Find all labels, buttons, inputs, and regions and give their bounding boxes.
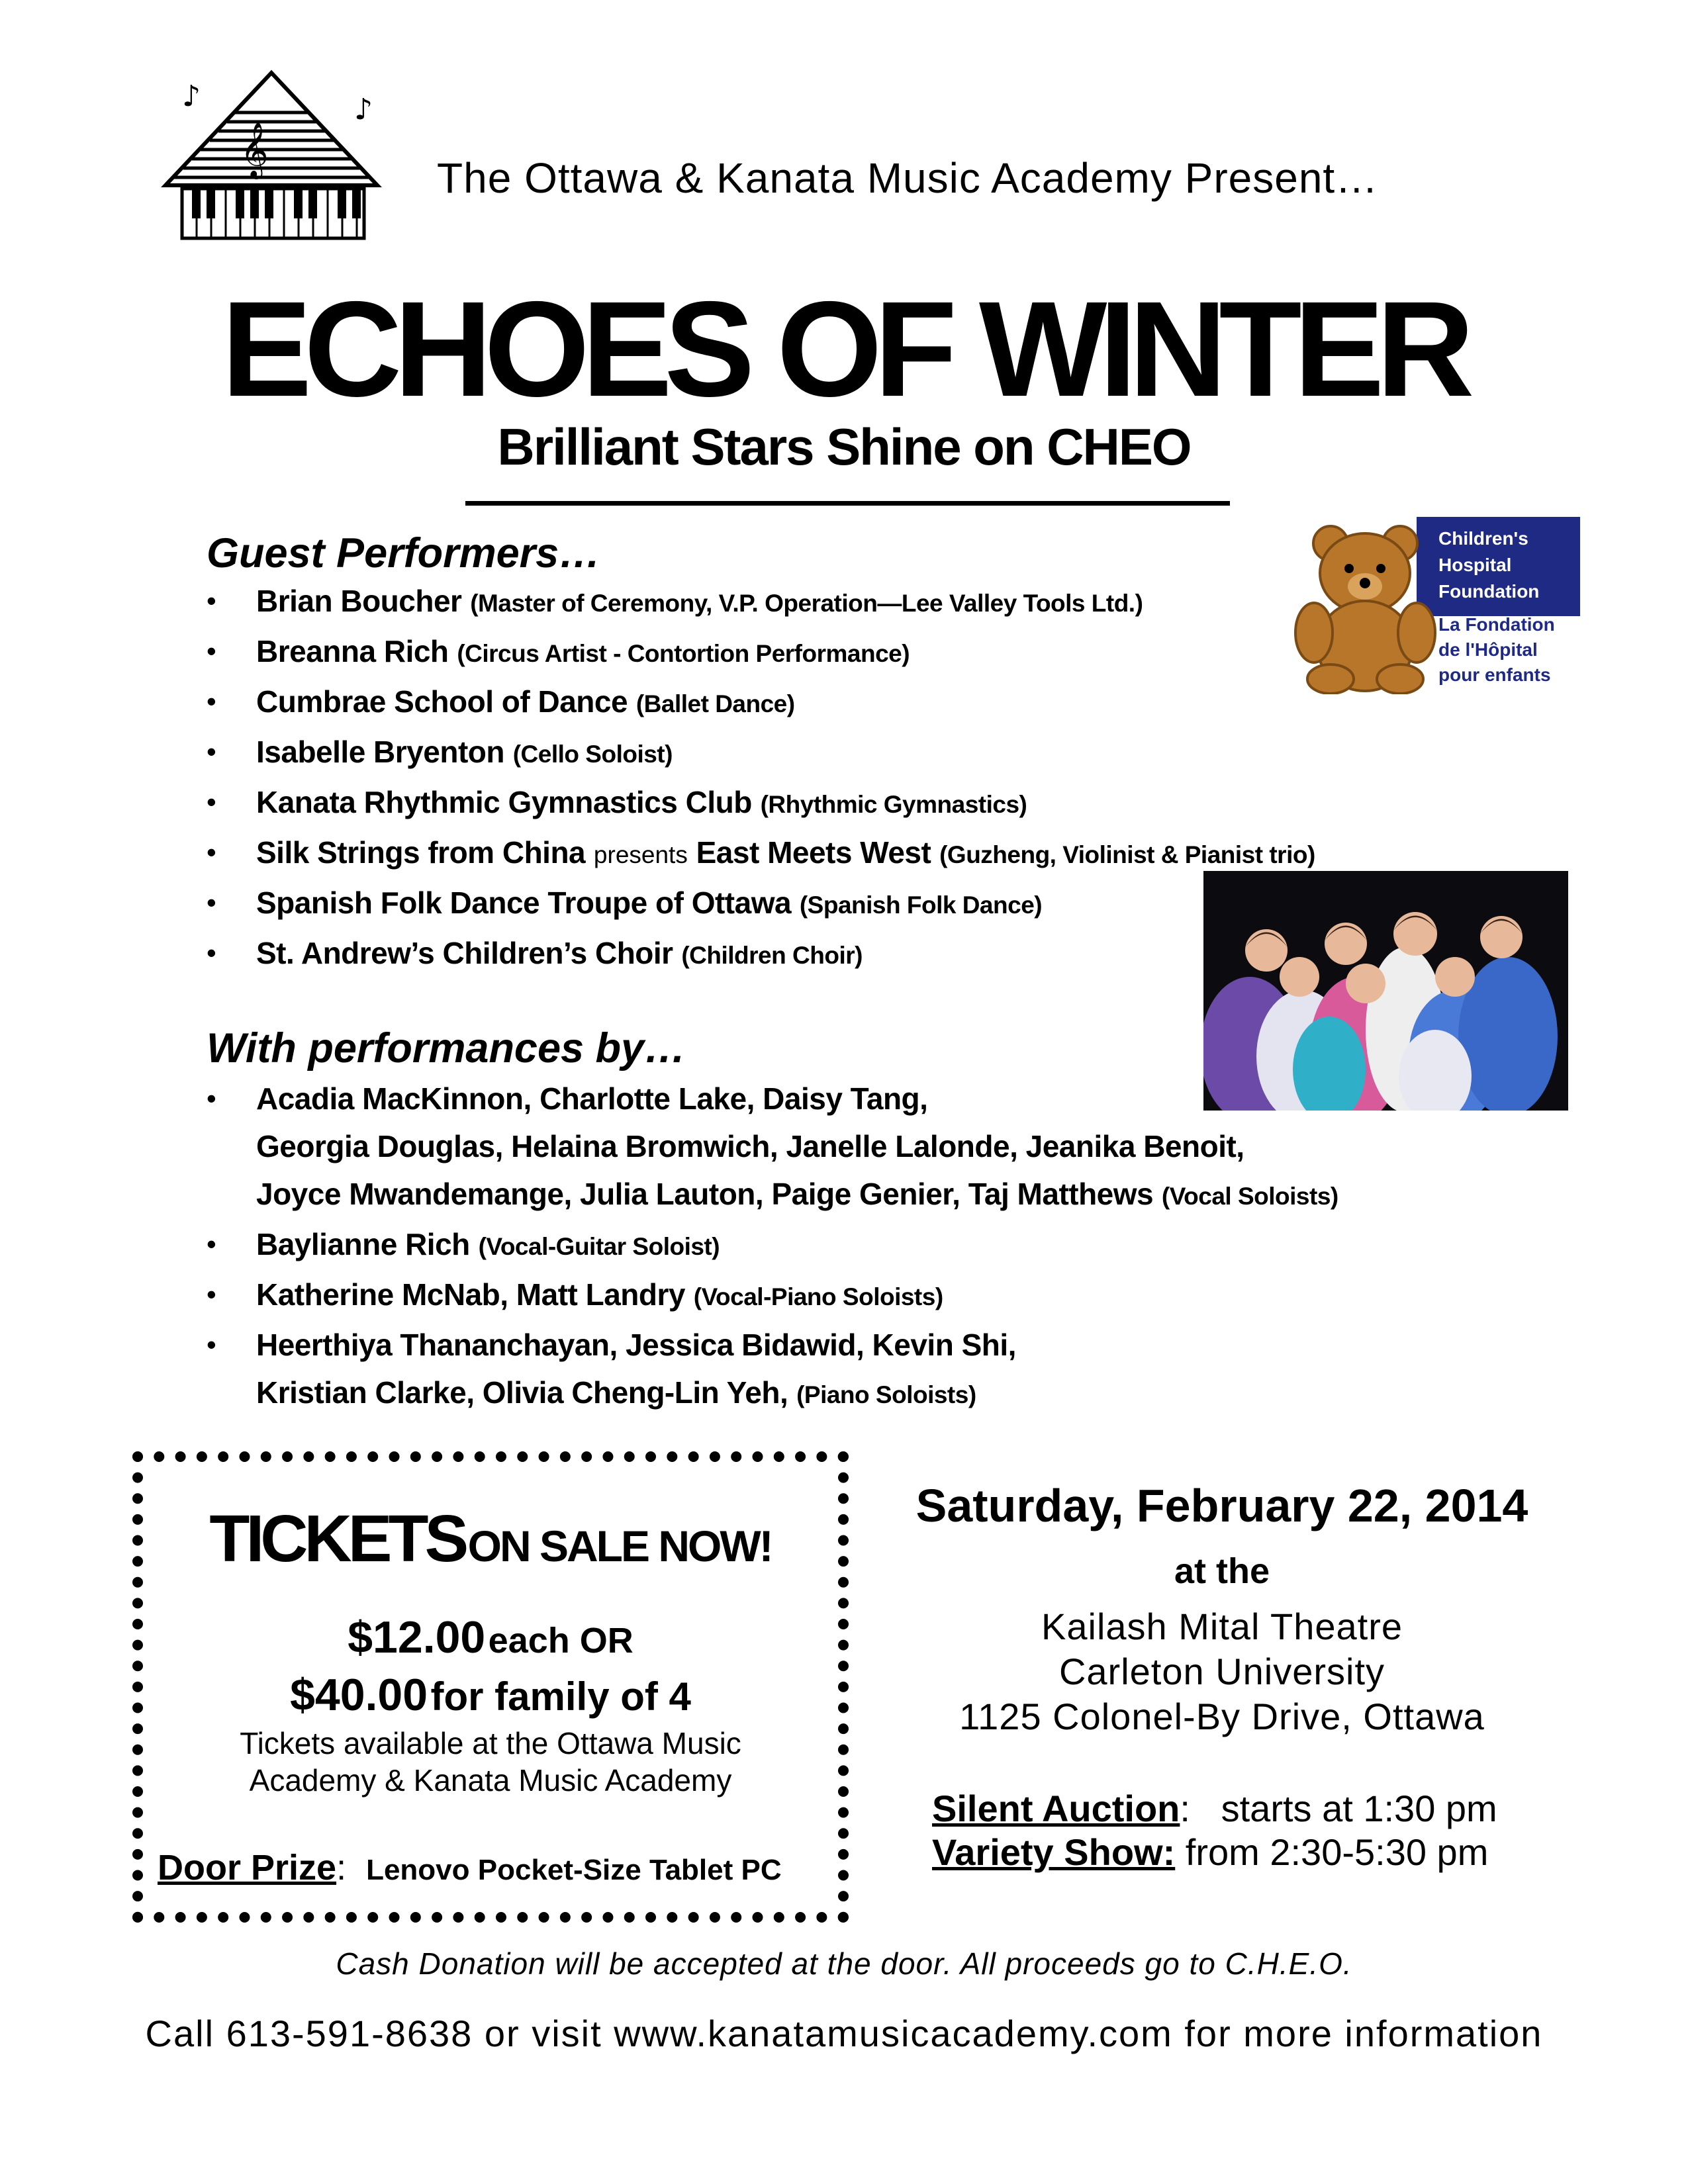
performer-names: • Heerthiya Thananchayan, Jessica Bidawid, Kevin Shi, — [256, 1328, 1016, 1362]
performer-name: Breanna Rich — [256, 634, 449, 668]
list-item — [207, 1271, 1338, 1321]
childrens-hospital-foundation-logo — [1284, 517, 1580, 694]
performer-description: (Vocal Soloists) — [1161, 1183, 1338, 1210]
list-item — [207, 829, 1315, 879]
list-item — [207, 879, 1315, 929]
tickets-on-sale: ON SALE NOW! — [467, 1522, 772, 1570]
list-item — [207, 929, 1315, 979]
price-family-suffix: for family of 4 — [430, 1674, 691, 1719]
performer-description: (Piano Soloists) — [796, 1381, 976, 1408]
venue-line: Kailash Mital Theatre — [1041, 1606, 1403, 1647]
svg-text:𝄞: 𝄞 — [240, 121, 269, 177]
event-venue — [849, 1604, 1595, 1739]
price-single — [132, 1612, 849, 1663]
guest-performers-list — [207, 577, 1315, 979]
performer-names: Joyce Mwandemange, Julia Lauton, Paige Genier, Taj Matthews — [256, 1177, 1154, 1211]
performer-description: (Master of Ceremony, V.P. Operation—Lee Valley Tools Ltd.) — [470, 590, 1143, 617]
with-performances-list — [207, 1075, 1338, 1419]
performer-connector: presents — [593, 841, 688, 868]
foundation-line5: de l'Hôpital — [1438, 639, 1538, 660]
venue-line: Carleton University — [1058, 1651, 1385, 1692]
silent-auction-label: Silent Auction — [932, 1788, 1180, 1829]
performer-names: Baylianne Rich — [256, 1227, 470, 1261]
performer-description: (Guzheng, Violinist & Pianist trio) — [939, 841, 1315, 868]
performer-description: (Cello Soloist) — [512, 741, 673, 768]
performance-title: East Meets West — [696, 835, 931, 870]
performer-names: Georgia Douglas, Helaina Bromwich, Janelle Lalonde, Jeanika Benoit, — [256, 1129, 1244, 1163]
list-item — [207, 778, 1315, 829]
svg-text:♪: ♪ — [354, 93, 373, 126]
title-divider — [465, 501, 1230, 506]
contact-info: Call 613-591-8638 or visit www.kanatamusicacademy.com for more information — [145, 2013, 1543, 2054]
performer-description: (Circus Artist - Contortion Performance) — [457, 640, 910, 667]
performer-description: (Spanish Folk Dance) — [799, 891, 1043, 919]
price-family-amount: $40.00 — [290, 1670, 428, 1720]
performer-description: (Children Choir) — [681, 942, 863, 969]
event-date: Saturday, February 22, 2014 — [915, 1480, 1528, 1531]
ticket-availability — [132, 1725, 849, 1799]
music-academy-logo — [156, 66, 391, 242]
performer-name: St. Andrew’s Children’s Choir — [256, 936, 673, 970]
performer-name: Silk Strings from China — [256, 835, 586, 870]
availability-line: Tickets available at the Ottawa Music — [240, 1726, 741, 1760]
availability-line: Academy & Kanata Music Academy — [249, 1763, 732, 1797]
performer-name: Kanata Rhythmic Gymnastics Club — [256, 785, 752, 819]
performer-description: (Ballet Dance) — [635, 690, 795, 717]
performer-names: • Acadia MacKinnon, Charlotte Lake, Daisy Tang, — [256, 1081, 928, 1116]
performer-name: Isabelle Bryenton — [256, 735, 504, 769]
performer-names: Katherine McNab, Matt Landry — [256, 1277, 685, 1312]
event-at: at the — [1174, 1551, 1270, 1591]
silent-auction-time: starts at 1:30 pm — [1221, 1788, 1497, 1829]
presenter-line: The Ottawa & Kanata Music Academy Present… — [437, 154, 1379, 202]
list-item — [207, 678, 1315, 728]
performer-name: Cumbrae School of Dance — [256, 684, 628, 719]
variety-show-label: Variety Show: — [932, 1831, 1176, 1873]
foundation-line4: La Fondation — [1438, 614, 1555, 635]
cash-donation-note: Cash Donation will be accepted at the door. All proceeds go to C.H.E.O. — [336, 1946, 1352, 1981]
event-schedule: Silent Auction: starts at 1:30 pm Variety Show: from 2:30-5:30 pm — [932, 1788, 1497, 1873]
performer-names: Kristian Clarke, Olivia Cheng-Lin Yeh, — [256, 1375, 788, 1410]
foundation-line3: Foundation — [1438, 581, 1540, 602]
door-prize-value: Lenovo Pocket-Size Tablet PC — [366, 1854, 782, 1886]
svg-text:♪: ♪ — [182, 79, 201, 113]
list-item — [207, 1075, 1338, 1220]
performer-description: (Vocal-Guitar Soloist) — [478, 1233, 720, 1260]
foundation-line1: Children's — [1438, 528, 1528, 549]
list-item — [207, 1220, 1338, 1271]
performer-name: Spanish Folk Dance Troupe of Ottawa — [256, 886, 792, 920]
performer-description: (Rhythmic Gymnastics) — [760, 791, 1027, 818]
with-performances-heading: With performances by… — [207, 1025, 686, 1071]
venue-line: 1125 Colonel-By Drive, Ottawa — [959, 1696, 1485, 1737]
foundation-line2: Hospital — [1438, 555, 1512, 575]
price-single-amount: $12.00 — [348, 1612, 486, 1662]
list-item — [207, 627, 1315, 678]
price-single-suffix: each OR — [488, 1621, 633, 1661]
tickets-word: TICKETS — [209, 1502, 465, 1576]
door-prize: Door Prize: Lenovo Pocket-Size Tablet PC — [158, 1848, 782, 1888]
list-item — [207, 728, 1315, 778]
performer-description: (Vocal-Piano Soloists) — [693, 1283, 943, 1310]
tickets-heading — [132, 1501, 849, 1577]
performer-name: Brian Boucher — [256, 584, 462, 618]
list-item — [207, 1321, 1338, 1419]
variety-show-time: from 2:30-5:30 pm — [1185, 1831, 1489, 1873]
event-subtitle: Brilliant Stars Shine on CHEO — [497, 418, 1191, 476]
price-family — [132, 1669, 849, 1721]
list-item — [207, 577, 1315, 627]
guest-performers-heading: Guest Performers… — [207, 530, 601, 576]
event-title: ECHOES OF WINTER — [221, 273, 1467, 425]
foundation-line6: pour enfants — [1438, 664, 1551, 685]
door-prize-label: Door Prize — [158, 1848, 337, 1888]
